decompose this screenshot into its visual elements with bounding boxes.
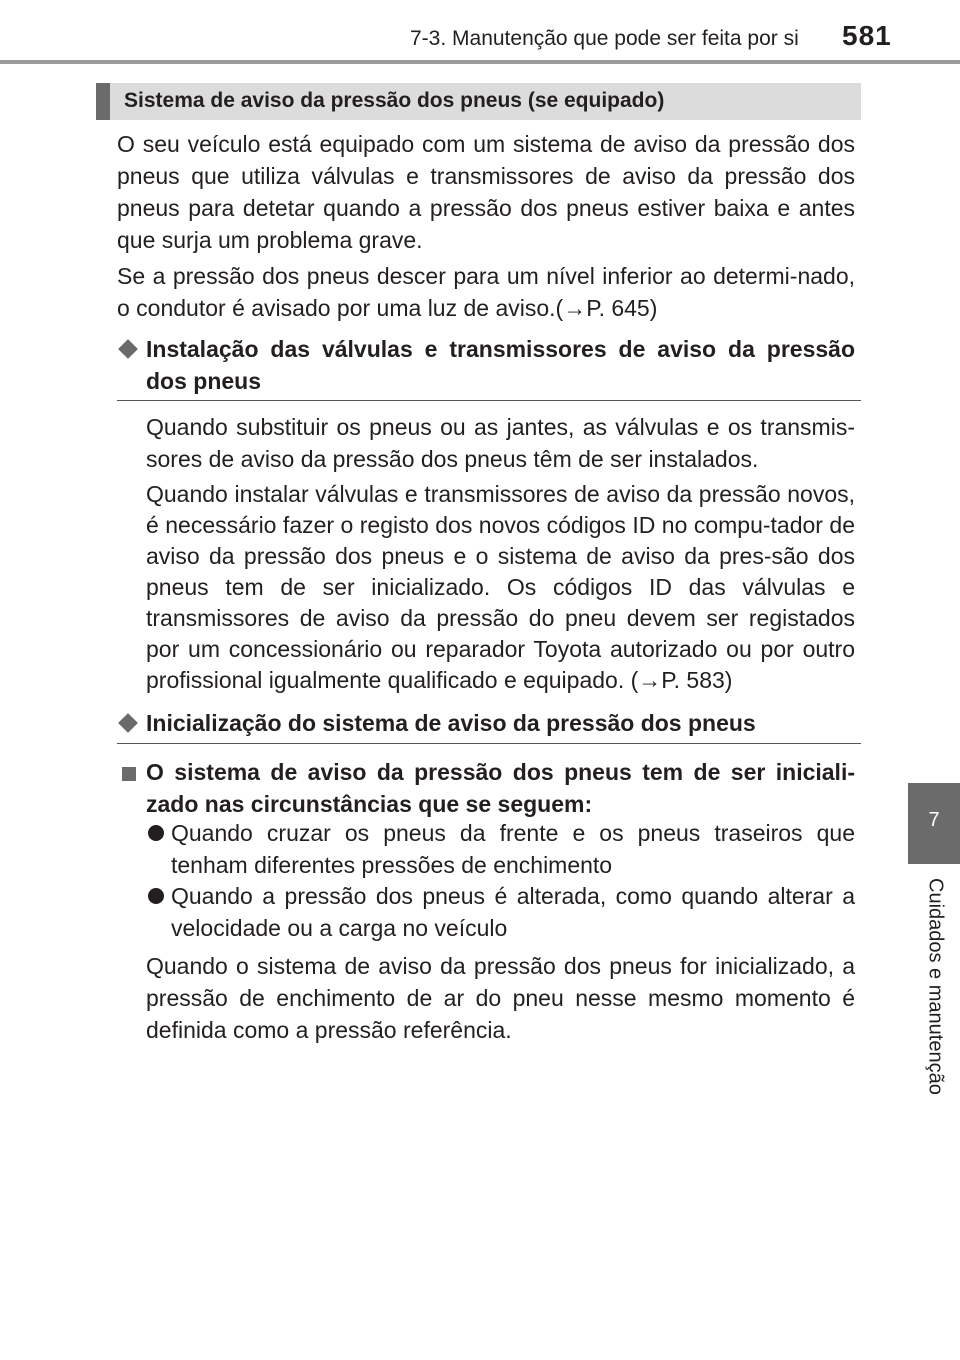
bullet-icon (148, 888, 164, 904)
heading-rule-2 (117, 743, 861, 744)
intro-paragraph-1: O seu veículo está equipado com um sistema de aviso da pressão dos pneus que utiliza válvulas e transmissores de aviso da pressão dos pneus para detetar quando a pressão dos pneus estiver baixa e antes que surja um problema grave. (117, 131, 855, 253)
bullet-item-1: Quando cruzar os pneus da frente e os pneus traseiros que tenham diferentes pressões de enchimento (171, 820, 855, 878)
chapter-title-vertical (895, 878, 960, 1104)
chapter-tab (908, 783, 960, 864)
header-rule (0, 60, 960, 64)
bullet-icon (148, 825, 164, 841)
section-title: Sistema de aviso da pressão dos pneus (se equipado) (124, 89, 665, 112)
diamond-icon (118, 713, 138, 733)
diamond-icon (118, 339, 138, 359)
square-bullet-icon (122, 767, 136, 781)
section-label: 7-3. Manutenção que pode ser feita por si (410, 27, 799, 50)
section1-paragraph-1: Quando substituir os pneus ou as jantes, as válvulas e os transmis-sores de aviso da pressão dos pneus têm de ser instalados. (146, 414, 855, 472)
heading-rule-1 (117, 400, 861, 401)
section-title-box (96, 83, 861, 120)
section1-paragraph-2: Quando instalar válvulas e transmissores de aviso da pressão novos, é necessário fazer o registo dos novos códigos ID no compu-tador de aviso da pressão dos pneus e o sistema de aviso da pres-são dos pneus tem de ser inicializado. Os códigos ID das válvulas e transmissores de aviso da pressão do pneu devem ser registados por um concessionário ou reparador Toyota autorizado ou por outro profissional igualmente qualificado e equipado. (→P. 583) (146, 481, 855, 693)
condition-heading: O sistema de aviso da pressão dos pneus tem de ser iniciali-zado nas circunstâncias que se seguem: (146, 759, 855, 817)
page-number: 581 (842, 20, 892, 51)
page-header (0, 0, 960, 70)
chapter-title: Cuidados e manutenção (924, 878, 947, 1095)
closing-paragraph: Quando o sistema de aviso da pressão dos pneus for inicializado, a pressão de enchimento de ar do pneu nesse mesmo momento é definida como a pressão referência. (146, 953, 855, 1043)
chapter-number: 7 (928, 809, 940, 831)
subsection-heading-1: Instalação das válvulas e transmissores de aviso da pressão dos pneus (146, 336, 855, 394)
bullet-item-2: Quando a pressão dos pneus é alterada, como quando alterar a velocidade ou a carga no veículo (171, 883, 855, 941)
intro-paragraph-2: Se a pressão dos pneus descer para um nível inferior ao determi-nado, o condutor é avisado por uma luz de aviso.(→P. 645) (117, 263, 855, 321)
subsection-heading-2: Inicialização do sistema de aviso da pressão dos pneus (146, 710, 756, 736)
